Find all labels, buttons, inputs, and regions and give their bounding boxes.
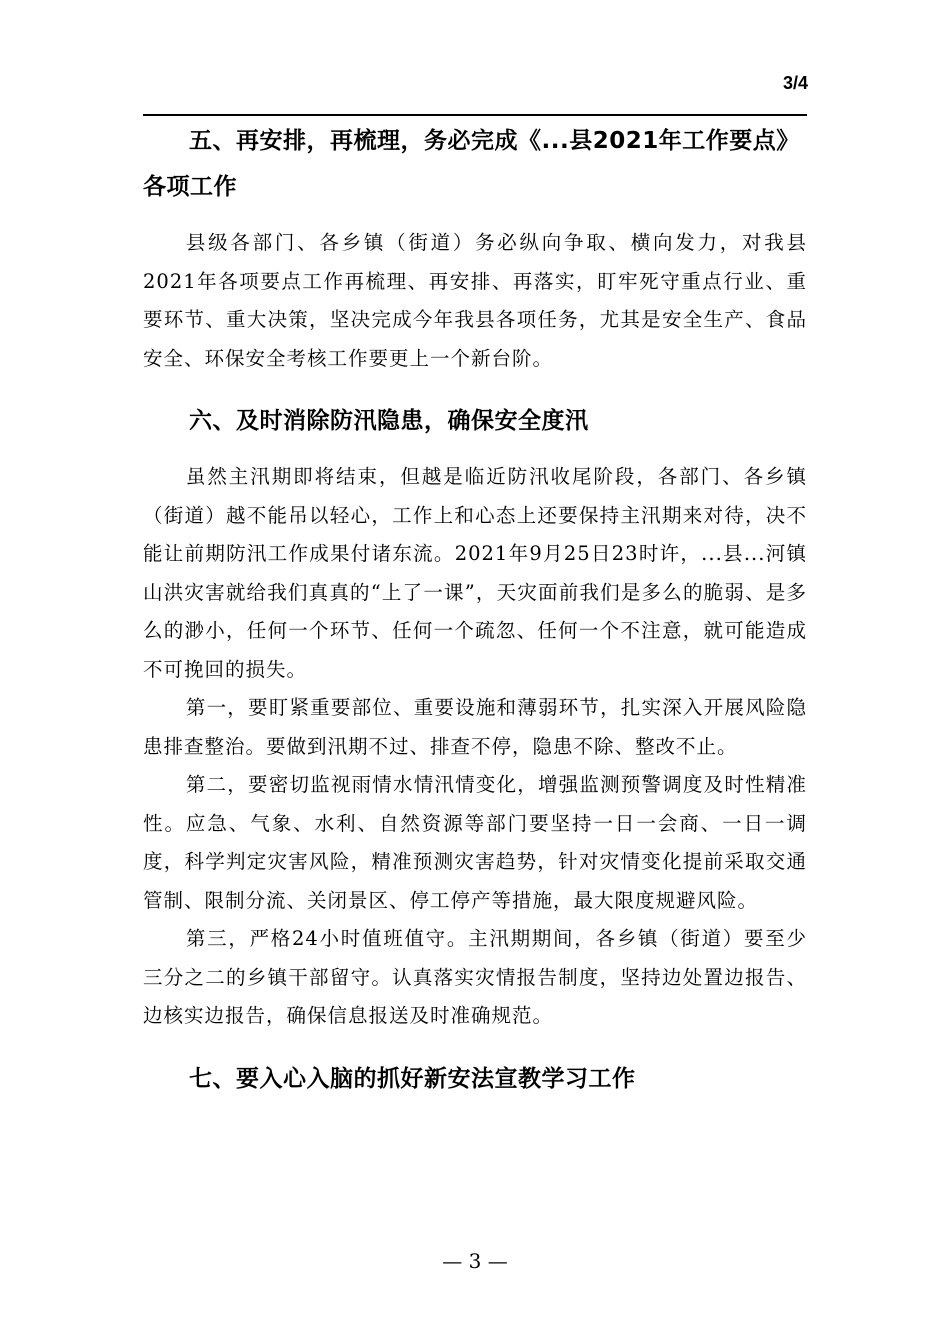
section-6-paragraph: 第一，要盯紧重要部位、重要设施和薄弱环节，扎实深入开展风险隐患排查整治。要做到汛期不过、排查不停，隐患不除、整改不止。: [143, 696, 807, 758]
header-divider: [143, 114, 807, 116]
section-heading-6: 六、及时消除防汛隐患，确保安全度汛: [189, 408, 589, 434]
page-indicator: 3/4: [782, 73, 808, 93]
document-body: [143, 118, 807, 1102]
footer-page-number: — 3 —: [442, 1249, 508, 1273]
section-heading-5: 五、再安排，再梳理，务必完成《...县2021年工作要点》各项工作: [143, 128, 800, 200]
section-6-paragraph: 第三，严格24小时值班值守。主汛期期间，各乡镇（街道）要至少三分之二的乡镇干部留守。认真落实灾情报告制度，坚持边处置边报告、边核实边报告，确保信息报送及时准确规范。: [143, 927, 807, 1027]
spacer: [143, 444, 807, 458]
section-heading-7: 七、要入心入脑的抓好新安法宣教学习工作: [189, 1065, 636, 1092]
spacer: [143, 1036, 807, 1056]
spacer: [143, 378, 807, 398]
spacer: [143, 210, 807, 224]
section-6-paragraph: 第二，要密切监视雨情水情汛情变化，增强监测预警调度及时性精准性。应急、气象、水利、自然资源等部门要坚持一日一会商、一日一调度，科学判定灾害风险，精准预测灾害趋势，针对灾情变化提前采取交通管制、限制分流、关闭景区、停工停产等措施，最大限度规避风险。: [143, 773, 807, 912]
section-6-paragraph: 虽然主汛期即将结束，但越是临近防汛收尾阶段，各部门、各乡镇（街道）越不能吊以轻心，工作上和心态上还要保持主汛期来对待，决不能让前期防汛工作成果付诸东流。2021年9月25日23时许，...县...河镇山洪灾害就给我们真真的“上了一课”，天灾面前我们是多么的脆弱、是多么的渺小，任何一个环节、任何一个疏忽、任何一个不注意，就可能造成不可挽回的损失。: [143, 465, 807, 681]
section-5-paragraph: 县级各部门、各乡镇（街道）务必纵向争取、横向发力，对我县2021年各项要点工作再梳理、再安排、再落实，盯牢死守重点行业、重要环节、重大决策，坚决完成今年我县各项任务，尤其是安全生产、食品安全、环保安全考核工作要更上一个新台阶。: [143, 231, 807, 370]
